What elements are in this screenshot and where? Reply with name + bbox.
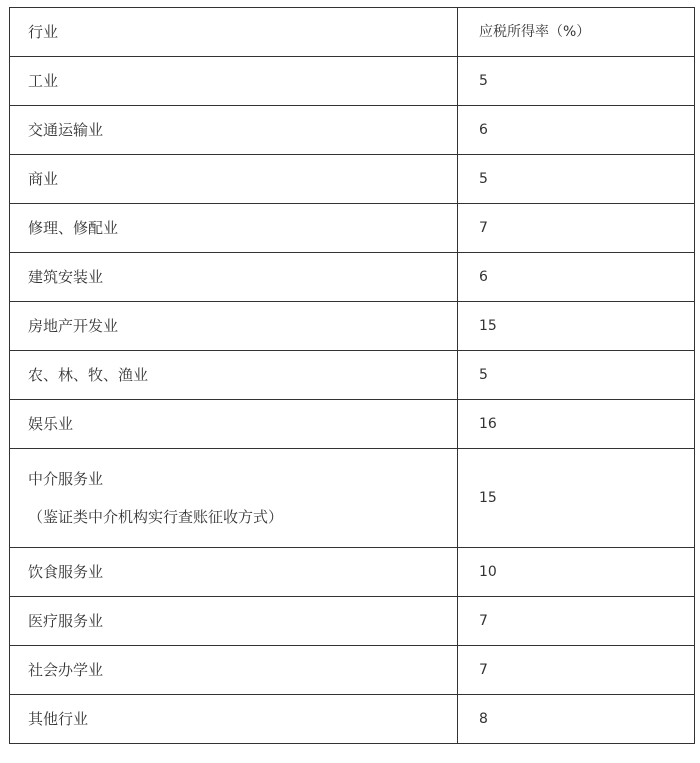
industry-cell: 交通运输业 (10, 106, 458, 155)
industry-cell: 其他行业 (10, 695, 458, 744)
table-row (10, 646, 695, 695)
industry-cell: 饮食服务业 (10, 548, 458, 597)
table-row (10, 597, 695, 646)
table-row (10, 351, 695, 400)
table-row (10, 253, 695, 302)
rate-cell: 8 (458, 695, 695, 744)
rate-cell: 7 (458, 597, 695, 646)
table-row (10, 400, 695, 449)
industry-cell: 商业 (10, 155, 458, 204)
table-row (10, 449, 695, 548)
industry-cell: 工业 (10, 57, 458, 106)
industry-cell (10, 449, 458, 548)
industry-cell: 娱乐业 (10, 400, 458, 449)
rate-cell: 10 (458, 548, 695, 597)
industry-name: 中介服务业 (28, 470, 104, 488)
table-header-row (10, 8, 695, 57)
rate-cell: 16 (458, 400, 695, 449)
industry-cell: 医疗服务业 (10, 597, 458, 646)
rate-cell: 7 (458, 646, 695, 695)
industry-cell: 社会办学业 (10, 646, 458, 695)
industry-cell: 修理、修配业 (10, 204, 458, 253)
rate-cell: 7 (458, 204, 695, 253)
table-row (10, 155, 695, 204)
industry-cell: 建筑安装业 (10, 253, 458, 302)
industry-note: （鉴证类中介机构实行查账征收方式） (28, 508, 284, 526)
header-industry: 行业 (10, 8, 458, 57)
table-row (10, 204, 695, 253)
rate-cell: 5 (458, 155, 695, 204)
table-row (10, 695, 695, 744)
rate-cell: 6 (458, 253, 695, 302)
industry-cell: 农、林、牧、渔业 (10, 351, 458, 400)
header-rate: 应税所得率（%） (458, 8, 695, 57)
rate-cell: 5 (458, 57, 695, 106)
tax-rate-table (9, 7, 695, 744)
rate-cell: 6 (458, 106, 695, 155)
table-row (10, 302, 695, 351)
rate-cell: 15 (458, 449, 695, 548)
table-row (10, 57, 695, 106)
rate-cell: 15 (458, 302, 695, 351)
table-row (10, 106, 695, 155)
industry-cell: 房地产开发业 (10, 302, 458, 351)
rate-cell: 5 (458, 351, 695, 400)
table-row (10, 548, 695, 597)
